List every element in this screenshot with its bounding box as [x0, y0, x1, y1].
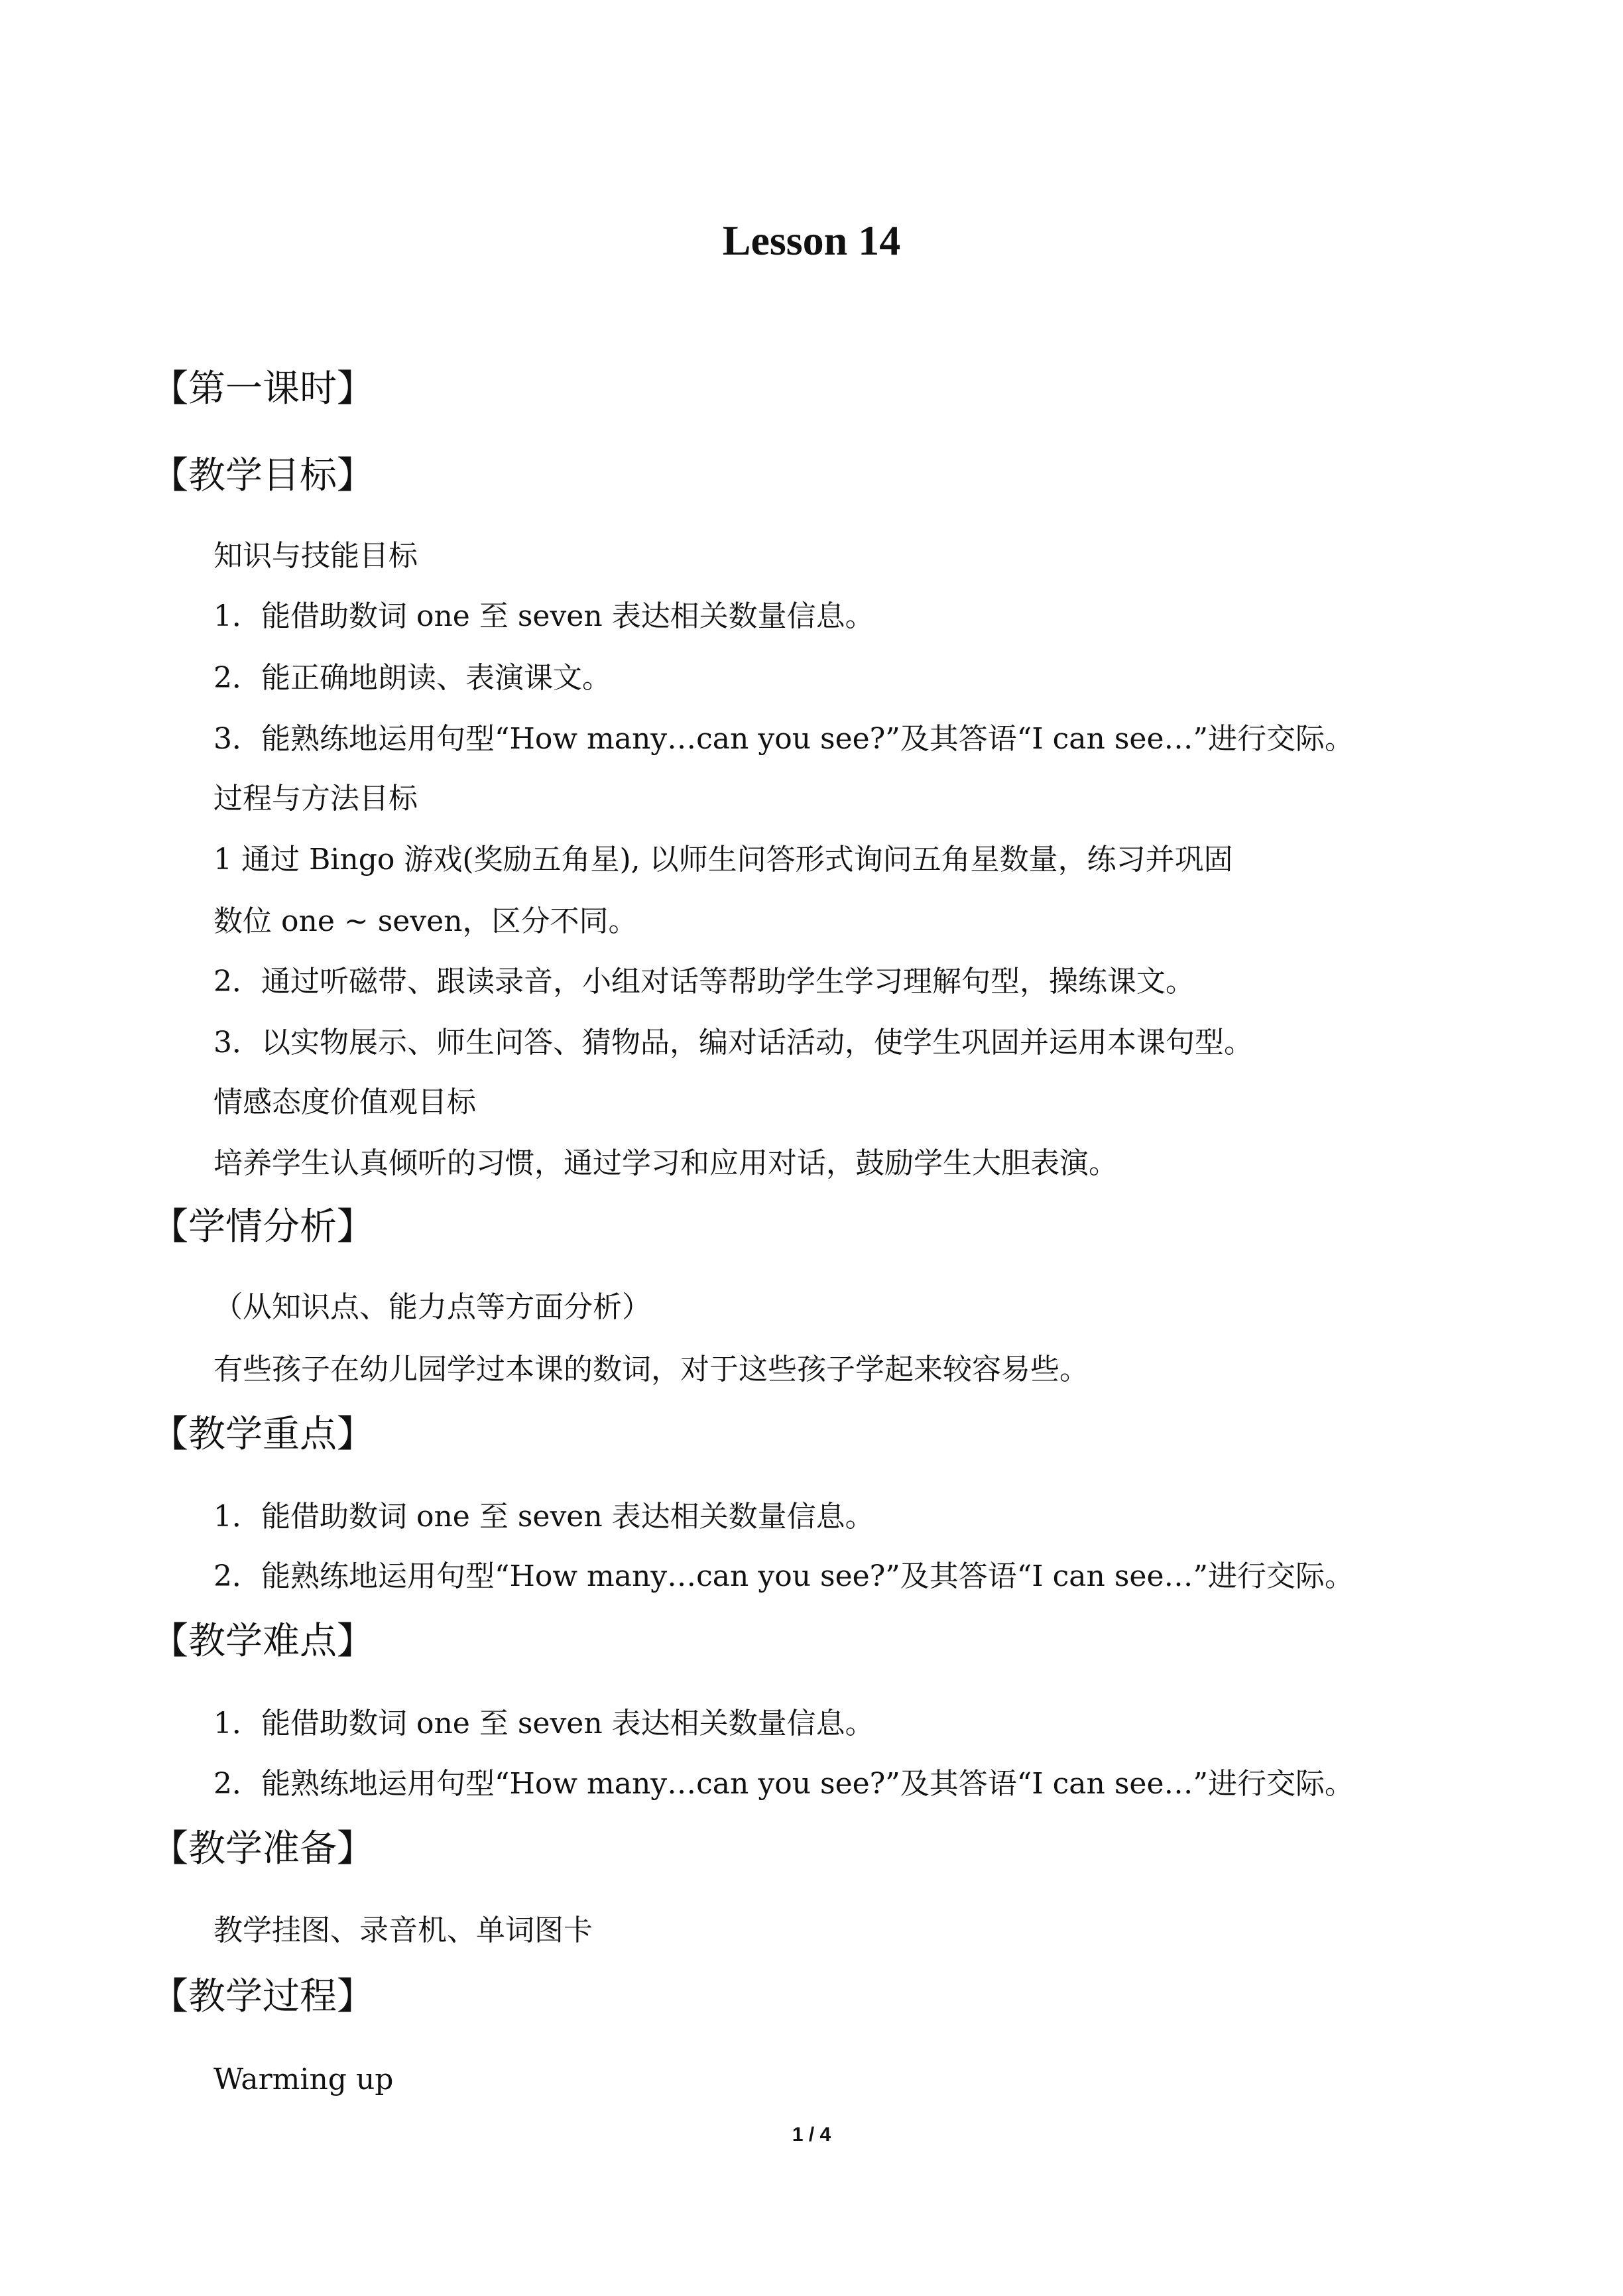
preparation-line-1: 教学挂图、录音机、单词图卡	[213, 1913, 593, 1947]
difficult-point-1: 1．能借助数词 one 至 seven 表达相关数量信息。	[213, 1707, 874, 1740]
page-number: 1 / 4	[792, 2124, 831, 2145]
objective-process-3: 3．以实物展示、师生问答、猜物品，编对话活动，使学生巩固并运用本课句型。	[213, 1026, 1253, 1059]
difficult-point-2: 2．能熟练地运用句型“How many…can you see?”及其答语“I can see…”进行交际。	[213, 1767, 1354, 1801]
analysis-line-1: （从知识点、能力点等方面分析）	[213, 1290, 651, 1324]
document-title: Lesson 14	[722, 217, 901, 264]
heading-teaching-objectives: 【教学目标】	[151, 454, 374, 497]
heading-teaching-procedure: 【教学过程】	[151, 1975, 374, 2018]
heading-first-period: 【第一课时】	[151, 367, 374, 410]
heading-key-points: 【教学重点】	[151, 1413, 374, 1456]
objective-knowledge-2: 2．能正确地朗读、表演课文。	[213, 661, 611, 695]
procedure-warming-up: Warming up	[213, 2063, 394, 2096]
objective-emotion-title: 情感态度价值观目标	[213, 1085, 476, 1119]
heading-learner-analysis: 【学情分析】	[151, 1205, 374, 1248]
objective-process-title: 过程与方法目标	[213, 782, 418, 816]
heading-preparation: 【教学准备】	[151, 1827, 374, 1870]
objective-process-1a: 1 通过 Bingo 游戏(奖励五角星), 以师生问答形式询问五角星数量，练习并巩固	[213, 843, 1233, 876]
objective-emotion-1: 培养学生认真倾听的习惯，通过学习和应用对话，鼓励学生大胆表演。	[213, 1146, 1118, 1180]
analysis-line-2: 有些孩子在幼儿园学过本课的数词，对于这些孩子学起来较容易些。	[213, 1353, 1089, 1386]
key-point-1: 1．能借助数词 one 至 seven 表达相关数量信息。	[213, 1500, 874, 1534]
heading-difficult-points: 【教学难点】	[151, 1620, 374, 1663]
key-point-2: 2．能熟练地运用句型“How many…can you see?”及其答语“I can see…”进行交际。	[213, 1559, 1354, 1593]
objective-knowledge-title: 知识与技能目标	[213, 539, 418, 573]
objective-knowledge-1: 1．能借助数词 one 至 seven 表达相关数量信息。	[213, 599, 874, 633]
objective-knowledge-3: 3．能熟练地运用句型“How many…can you see?”及其答语“I can see…”进行交际。	[213, 722, 1354, 756]
objective-process-2: 2．通过听磁带、跟读录音，小组对话等帮助学生学习理解句型，操练课文。	[213, 965, 1195, 998]
objective-process-1b: 数位 one ~ seven，区分不同。	[213, 904, 638, 938]
